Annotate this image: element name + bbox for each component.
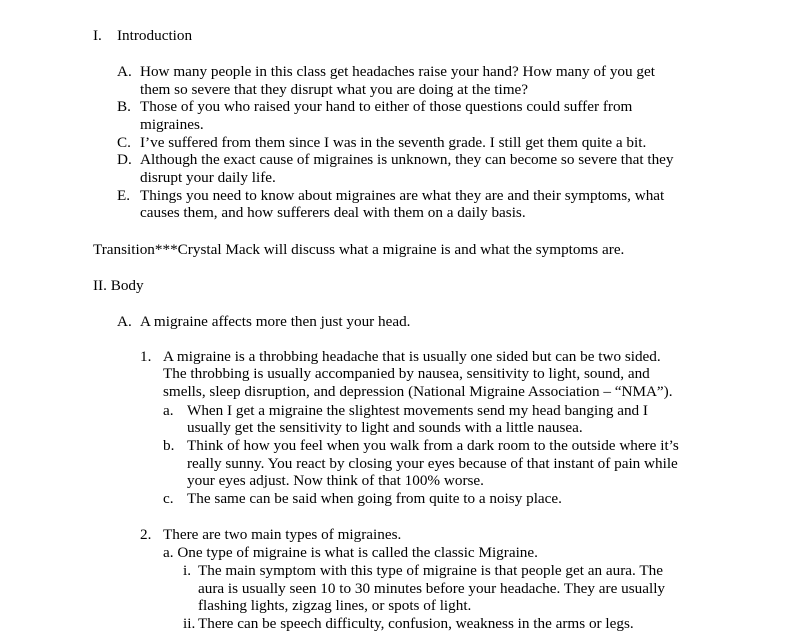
point-2-sub-a: a. One type of migraine is what is called the classic Migraine. [163, 544, 538, 561]
intro-item-e-line-2: causes them, and how sufferers deal with them on a daily basis. [140, 204, 526, 221]
roman-ii-line-1: There can be speech difficulty, confusion, weakness in the arms or legs. [198, 615, 634, 632]
section-number: I. [93, 27, 102, 44]
roman-i-line-2: aura is usually seen 10 to 30 minutes before your headache. They are usually [198, 579, 666, 597]
sub-point-b-line-1: Think of how you feel when you walk from a dark room to the outside where it’s [187, 437, 679, 454]
intro-item-label: C. [117, 133, 131, 151]
intro-item-d-line-2: disrupt your daily life. [140, 168, 276, 186]
intro-item-b-line-1: Those of you who raised your hand to either of those questions could suffer from [140, 98, 633, 115]
intro-item-a-line-1: How many people in this class get headaches raise your hand? How many of you get [140, 63, 655, 80]
section-heading-body: II. Body [93, 276, 144, 294]
intro-item-a-line-2: them so severe that they disrupt what you are doing at the time? [140, 80, 529, 98]
sub-point-a-line-2: usually get the sensitivity to light and sounds with a little nausea. [187, 419, 583, 436]
body-item-label: A. [117, 312, 132, 330]
point-1-line-2: The throbbing is usually accompanied by nausea, sensitivity to light, sound, and [163, 365, 650, 382]
intro-item-label: A. [117, 63, 132, 80]
sub-point-label: c. [163, 490, 174, 507]
sub-point-b-line-3: your eyes adjust. Now think of that 100% worse. [187, 472, 484, 489]
intro-item-e-line-1: Things you need to know about migraines are what they are and their symptoms, what [140, 186, 665, 204]
transition-text: Transition***Crystal Mack will discuss what a migraine is and what the symptoms are. [93, 240, 625, 258]
intro-item-label: D. [117, 151, 132, 168]
sub-point-label: a. [163, 401, 174, 419]
intro-item-label: E. [117, 186, 131, 204]
point-2-text: There are two main types of migraines. [163, 526, 402, 543]
roman-i-line-1: The main symptom with this type of migraine is that people get an aura. The [198, 562, 663, 579]
section-heading-introduction: Introduction [117, 27, 193, 44]
intro-item-label: B. [117, 98, 131, 115]
sub-point-c-line-1: The same can be said when going from quite to a noisy place. [187, 490, 562, 507]
point-number: 2. [140, 526, 152, 543]
point-1-line-1: A migraine is a throbbing headache that is usually one sided but can be two sided. [163, 347, 661, 365]
point-number: 1. [140, 347, 152, 365]
sub-point-b-line-2: really sunny. You react by closing your eyes because of that instant of pain while [187, 454, 678, 472]
roman-label: i. [183, 562, 192, 579]
intro-item-b-line-2: migraines. [140, 115, 204, 133]
intro-item-c-line-1: I’ve suffered from them since I was in the seventh grade. I still get them quite a bit. [140, 133, 647, 151]
sub-point-label: b. [163, 437, 175, 454]
sub-point-a-line-1: When I get a migraine the slightest movements send my head banging and I [187, 401, 648, 419]
point-1-line-3: smells, sleep disruption, and depression (National Migraine Association – “NMA”). [163, 382, 673, 400]
roman-label: ii. [183, 615, 196, 632]
intro-item-d-line-1: Although the exact cause of migraines is unknown, they can become so severe that they [140, 151, 674, 168]
body-item-a-text: A migraine affects more then just your head. [140, 312, 411, 330]
roman-i-line-3: flashing lights, zigzag lines, or spots of light. [198, 597, 472, 614]
